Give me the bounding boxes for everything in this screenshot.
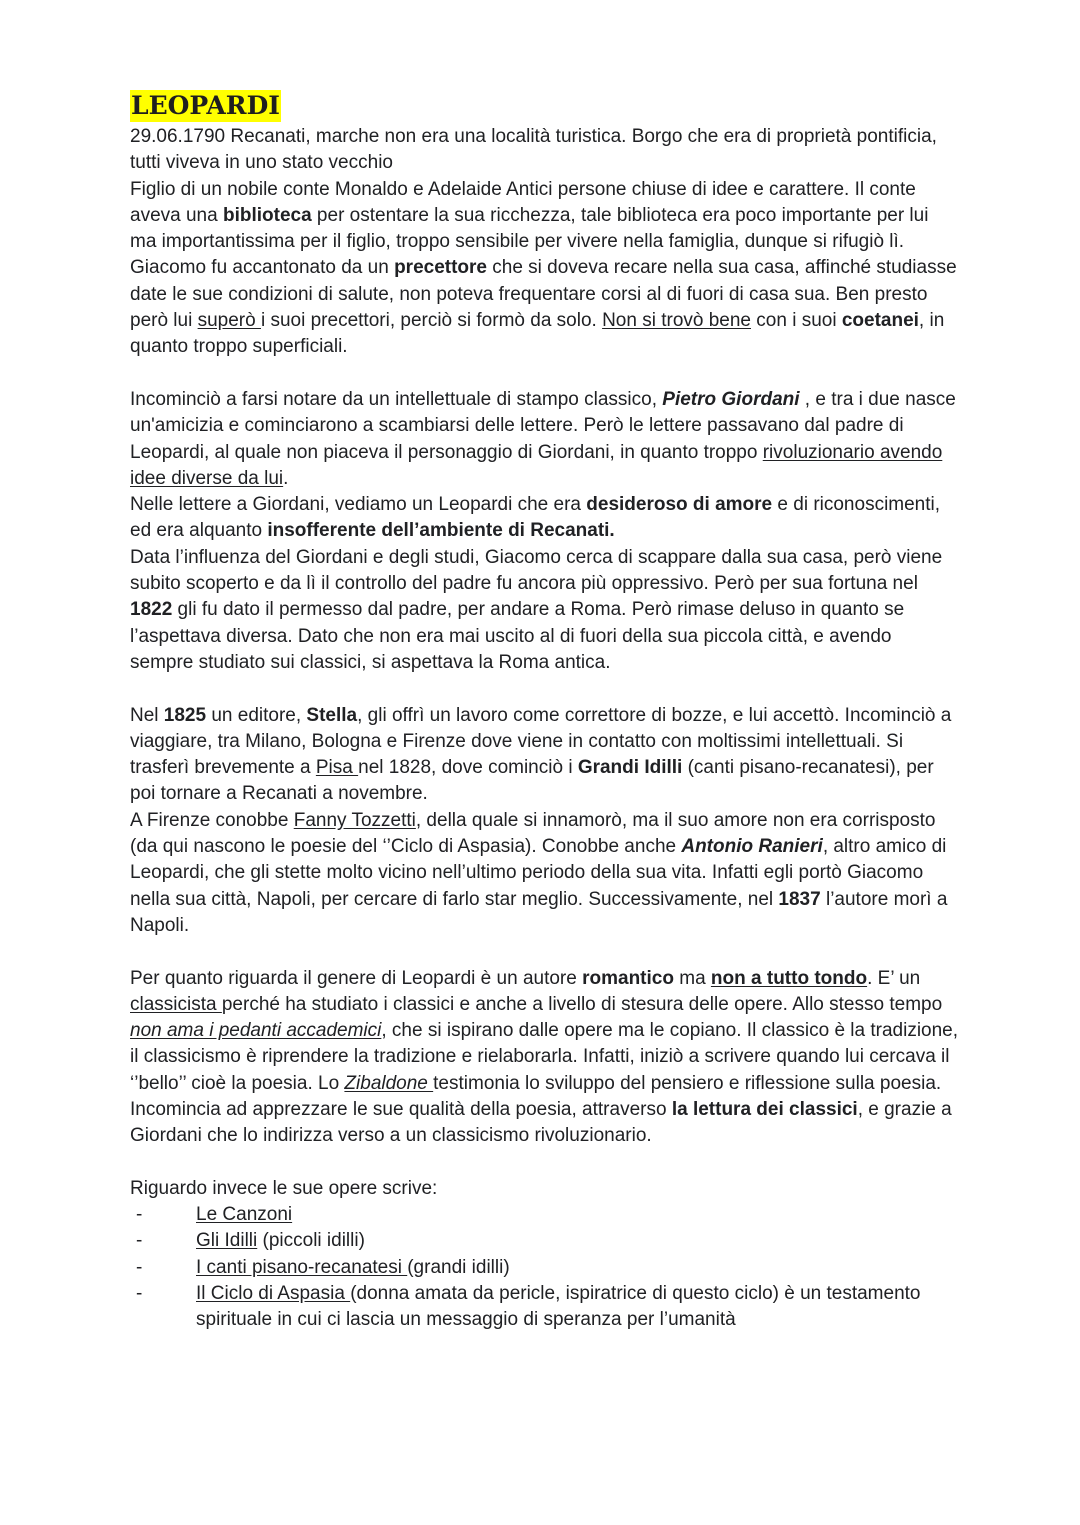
text-run: , gli offrì un lavoro come correttore di bozze, e lui accettò. Incominciò a viaggiare, tra Milano, Bologna e Firenze dove viene in contatto con moltissimi intellettuali. Si trasferì brevemente a	[130, 704, 952, 779]
list-item	[130, 1281, 960, 1334]
text-run: Nelle lettere a Giordani, vediamo un Leopardi che era	[130, 494, 587, 516]
text-run: gli fu dato il permesso dal padre, per andare a Roma. Però rimase deluso in quanto se l’aspettava diversa. Dato che non era mai uscito al di fuori della sua piccola città, e avendo sempre studiato sui classici, si aspettava la Roma antica.	[130, 599, 905, 673]
text-run: non ama i pedanti accademici	[130, 1020, 382, 1042]
text-run: , che si ispirano dalle opere ma le copiano. Il classico è la tradizione, il classicismo è riprendere la tradizione e rielaborarla. Infatti, iniziò a scrivere quando lui cercava il ‘’bello’’ cioè la poesia. Lo	[130, 1020, 959, 1094]
paragraph-spacer	[130, 676, 960, 702]
text-run: 1822	[130, 599, 173, 621]
text-run: insofferente dell’ambiente di Recanati.	[267, 520, 615, 542]
paragraph-spacer	[130, 361, 960, 387]
text-run: A Firenze conobbe	[130, 809, 294, 831]
text-run: Per quanto riguarda il genere di Leopardi è un autore	[130, 967, 583, 989]
works-list	[130, 1202, 960, 1333]
text-run: classicista	[130, 993, 222, 1015]
list-item	[130, 1228, 960, 1254]
text-run: non a tutto tondo	[710, 967, 868, 989]
text-run: , della quale si innamorò, ma il suo amore non era corrisposto (da qui nascono le poesie del ‘’Ciclo di Aspasia). Conobbe anche	[130, 809, 936, 858]
text-run: , e grazie a Giordani che lo indirizza verso a un classicismo rivoluzionario.	[130, 1098, 952, 1147]
list-item-text	[196, 1257, 510, 1278]
text-run: che si doveva recare nella sua casa, affinché studiasse date le sue condizioni di salute, non poteva frequentare corsi al di fuori di casa sua. Ben presto però lui	[130, 257, 957, 332]
list-bullet: -	[136, 1230, 143, 1252]
text-run: ma	[673, 967, 711, 989]
text-run: romantico	[582, 967, 674, 989]
text-run: , altro amico di Leopardi, che gli stette molto vicino nell’ultimo periodo della sua vita. Infatti egli portò Giacomo nella sua città, Napoli, per cercare di farlo star meglio. Successivamente, nel	[130, 836, 947, 910]
list-bullet: -	[136, 1256, 143, 1278]
text-run: . E’ un	[867, 967, 921, 989]
text-run: per ostentare la sua ricchezza, tale biblioteca era poco importante per lui ma importantissima per il figlio, troppo sensibile per vivere nella famiglia, dunque si rifugiò lì.	[130, 204, 929, 253]
text-run: Zibaldone	[344, 1072, 434, 1094]
paragraph-education	[130, 255, 960, 360]
text-run: .	[283, 467, 289, 489]
paragraph-letters	[130, 492, 960, 545]
text-run: Giacomo fu accantonato da un	[130, 257, 395, 279]
text-run: Figlio di un nobile conte Monaldo e Adelaide Antici persone chiuse di idee e carattere. Il conte aveva una	[130, 178, 916, 226]
text-run: Incominciò a farsi notare da un intellettuale di stampo classico,	[130, 388, 663, 410]
text-run: l’autore morì a Napoli.	[130, 888, 948, 936]
paragraph-spacer	[130, 939, 960, 965]
text-run: un editore,	[206, 704, 307, 726]
text-run: (donna amata da pericle, ispiratrice di questo ciclo) è un testamento spirituale in cui ci lascia un messaggio di speranza per l’umanità	[196, 1283, 921, 1331]
text-run: Gli Idilli	[196, 1230, 258, 1252]
text-run: Fanny Tozzetti	[293, 809, 416, 831]
list-item	[130, 1202, 960, 1228]
paragraph-birth	[130, 124, 960, 177]
text-run: la lettura dei classici	[671, 1098, 858, 1120]
text-run: nel 1828, dove cominciò i	[358, 757, 578, 779]
text-run: e di riconoscimenti, ed era alquanto	[130, 494, 941, 542]
text-run: Le Canzoni	[196, 1204, 293, 1226]
list-item-text	[196, 1230, 365, 1251]
document-title: LEOPARDI	[131, 91, 280, 120]
text-run: perché ha studiato i classici e anche a livello di stesura delle opere. Allo stesso tempo	[221, 993, 943, 1015]
text-run: Pietro Giordani	[662, 388, 800, 410]
text-run: Data l’influenza del Giordani e degli studi, Giacomo cerca di scappare dalla sua casa, però viene subito scoperto e da lì il controllo del padre fu ancora più oppressivo. Però per sua fortuna nel	[130, 546, 943, 595]
list-bullet: -	[136, 1204, 143, 1226]
text-run: (canti pisano-recanatesi), per poi tornare a Recanati a novembre.	[130, 757, 934, 805]
list-bullet: -	[136, 1283, 143, 1305]
list-item	[130, 1255, 960, 1281]
paragraph-works-intro	[130, 1176, 960, 1202]
paragraph-rome	[130, 545, 960, 676]
paragraph-giordani	[130, 387, 960, 492]
paragraph-travels	[130, 703, 960, 808]
text-run: coetanei	[841, 310, 919, 332]
text-run: biblioteca	[222, 204, 312, 226]
text-run: precettore	[394, 257, 487, 279]
text-run: , in quanto troppo superficiali.	[130, 310, 945, 358]
text-run: (piccoli idilli)	[257, 1230, 365, 1252]
list-item-text	[196, 1204, 292, 1225]
paragraph-florence	[130, 808, 960, 939]
text-run: Stella	[306, 704, 358, 726]
text-run: testimonia lo sviluppo del pensiero e riflessione sulla poesia. Incomincia ad apprezzare le sue qualità della poesia, attraverso	[130, 1072, 942, 1120]
text-run: 1825	[163, 704, 207, 726]
text-run: Antonio Ranieri	[681, 836, 823, 858]
text-run: Non si trovò bene	[602, 310, 751, 332]
text-run: Nel	[130, 704, 164, 726]
text-run: con i suoi	[751, 310, 842, 332]
text-run: rivoluzionario avendo idee diverse da lui	[130, 441, 943, 489]
text-run: 29.06.1790 Recanati, marche non era una località turistica. Borgo che era di proprietà pontificia, tutti viveva in uno stato vecchio	[130, 126, 937, 174]
paragraph-spacer	[130, 1150, 960, 1176]
text-run: Riguardo invece le sue opere scrive:	[130, 1177, 438, 1199]
paragraph-family	[130, 177, 960, 256]
text-run: Pisa	[315, 757, 359, 779]
text-run: Grandi Idilli	[577, 757, 683, 779]
text-run: i suoi precettori, perciò si formò da solo.	[260, 310, 603, 332]
text-run: I canti pisano-recanatesi	[196, 1256, 408, 1278]
paragraph-genre	[130, 966, 960, 1150]
text-run: (grandi idilli)	[407, 1256, 510, 1278]
document-page	[130, 90, 960, 1334]
text-run: desideroso di amore	[586, 494, 773, 516]
text-run: superò	[197, 310, 261, 332]
text-run: Il Ciclo di Aspasia	[196, 1283, 351, 1305]
list-item-text	[196, 1283, 921, 1330]
text-run: , e tra i due nasce un'amicizia e cominciarono a scambiarsi delle lettere. Però le lettere passavano dal padre di Leopardi, al quale non piaceva il personaggio di Giordani, in quanto troppo	[130, 388, 956, 463]
text-run: 1837	[778, 888, 821, 910]
